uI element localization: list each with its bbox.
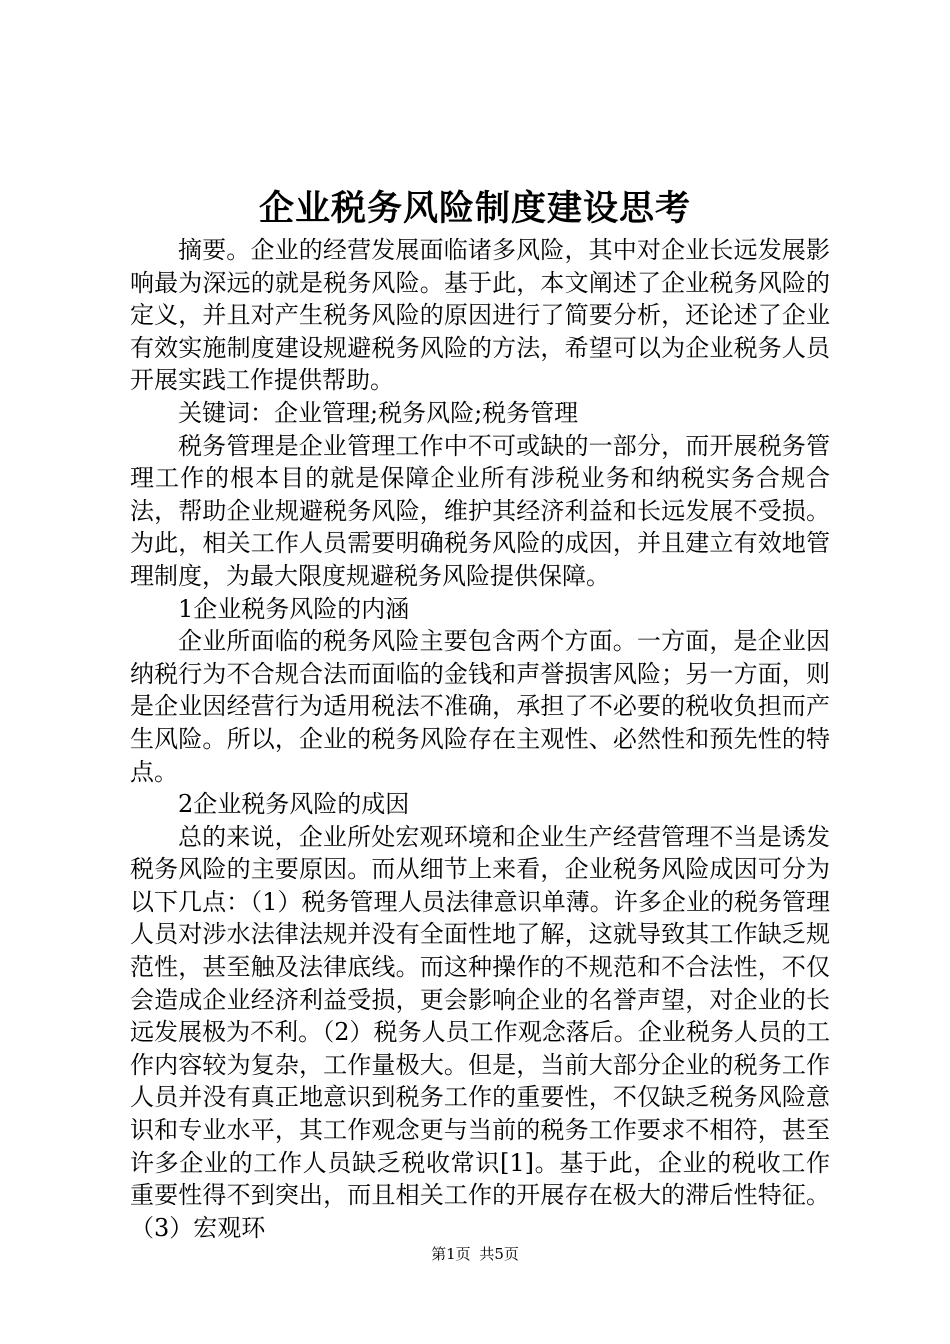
abstract-paragraph: 摘要。企业的经营发展面临诸多风险，其中对企业长远发展影响最为深远的就是税务风险。基于此，本文阐述了企业税务风险的定义，并且对产生税务风险的原因进行了简要分析，还论述了企业有效实施制度建设规避税务风险的方法，希望可以为企业税务人员开展实践工作提供帮助。	[130, 236, 830, 395]
section-heading-1: 1企业税务风险的内涵	[178, 594, 410, 623]
section-1-paragraph: 企业所面临的税务风险主要包含两个方面。一方面，是企业因纳税行为不合规合法而面临的金钱和声誉损害风险；另一方面，则是企业因经营行为适用税法不准确，承担了不必要的税收负担而产生风险。所以，企业的税务风险存在主观性、必然性和预先性的特点。	[130, 627, 830, 786]
keywords-paragraph: 关键词：企业管理;税务风险;税务管理	[178, 398, 579, 427]
section-heading-2: 2企业税务风险的成因	[178, 790, 410, 819]
page-indicator: 第1页 共5页	[431, 1245, 519, 1263]
document-title: 企业税务风险制度建设思考	[258, 189, 691, 229]
intro-paragraph: 税务管理是企业管理工作中不可或缺的一部分，而开展税务管理工作的根本目的就是保障企业所有涉税业务和纳税实务合规合法，帮助企业规避税务风险，维护其经济利益和长远发展不受损。为此，相关工作人员需要明确税务风险的成因，并且建立有效地管理制度，为最大限度规避税务风险提供保障。	[130, 431, 830, 590]
section-2-paragraph: 总的来说，企业所处宏观环境和企业生产经营管理不当是诱发税务风险的主要原因。而从细节上来看，企业税务风险成因可分为以下几点：（1）税务管理人员法律意识单薄。许多企业的税务管理人员对涉水法律法规并没有全面性地了解，这就导致其工作缺乏规范性，甚至触及法律底线。而这种操作的不规范和不合法性，不仅会造成企业经济利益受损，更会影响企业的名誉声望，对企业的长远发展极为不利。（2）税务人员工作观念落后。企业税务人员的工作内容较为复杂，工作量极大。但是，当前大部分企业的税务工作人员并没有真正地意识到税务工作的重要性，不仅缺乏税务风险意识和专业水平，其工作观念更与当前的税务工作要求不相符，甚至许多企业的工作人员缺乏税收常识[1]。基于此，企业的税收工作重要性得不到突出，而且相关工作的开展存在极大的滞后性特征。（3）宏观环	[130, 822, 830, 1242]
document-body	[130, 234, 830, 1244]
page-footer	[0, 1244, 950, 1264]
